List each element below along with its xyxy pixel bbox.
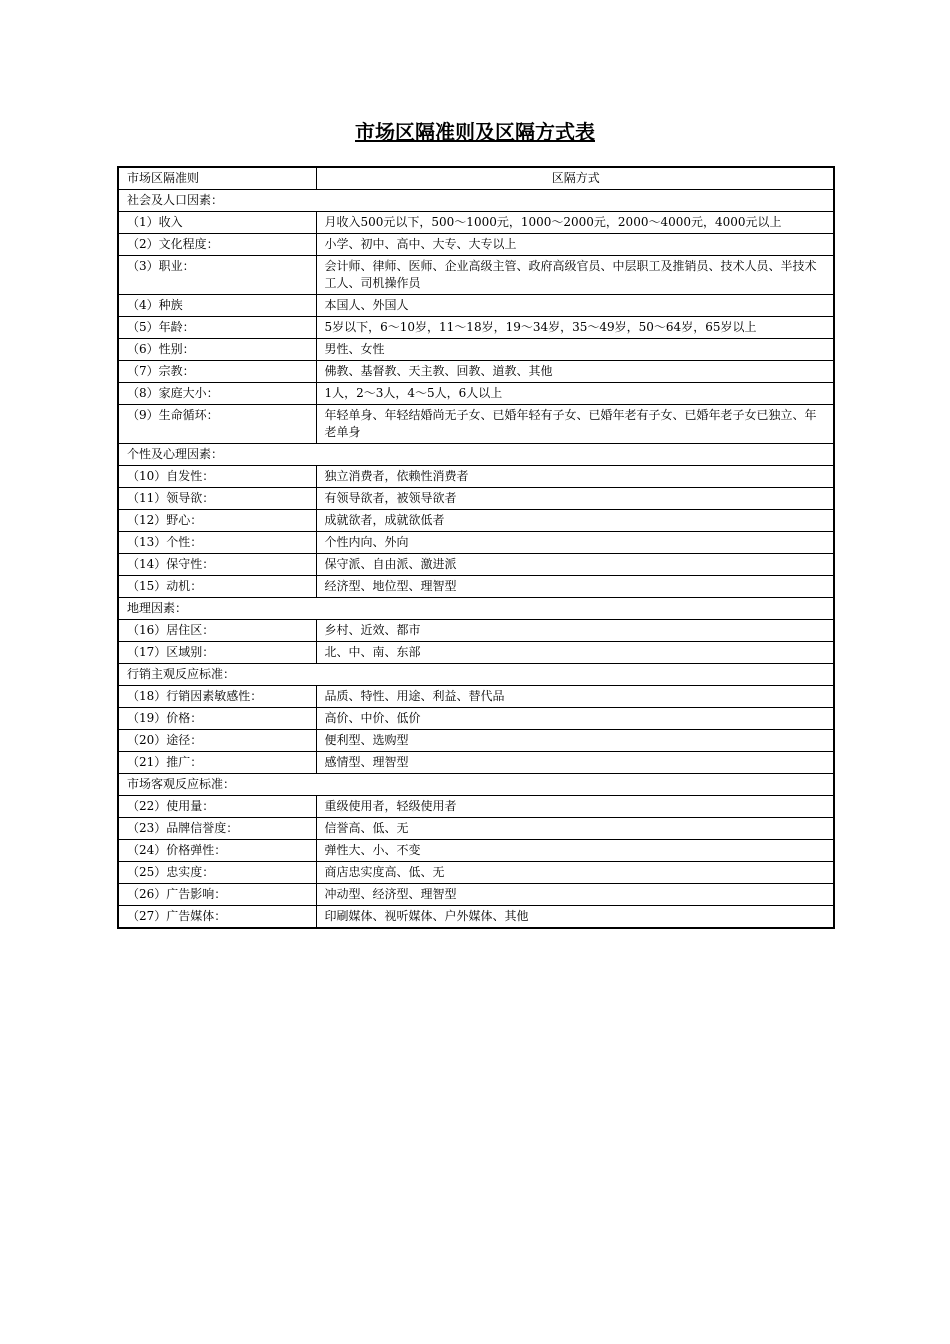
method-cell: 1人，2～3人，4～5人，6人以上 [316, 383, 834, 405]
section-row [118, 774, 834, 796]
method-cell: 弹性大、小、不变 [316, 840, 834, 862]
criteria-cell: （5）年龄： [118, 317, 316, 339]
table-row [118, 840, 834, 862]
table-row [118, 510, 834, 532]
criteria-cell: （11）领导欲： [118, 488, 316, 510]
criteria-cell: （4）种族 [118, 295, 316, 317]
section-row [118, 444, 834, 466]
method-cell: 会计师、律师、医师、企业高级主管、政府高级官员、中层职工及推销员、技术人员、半技术工人、司机操作员 [316, 256, 834, 295]
method-cell: 佛教、基督教、天主教、回教、道教、其他 [316, 361, 834, 383]
method-cell: 便利型、选购型 [316, 730, 834, 752]
criteria-cell: （12）野心： [118, 510, 316, 532]
method-cell: 独立消费者，依赖性消费者 [316, 466, 834, 488]
criteria-cell: （27）广告媒体： [118, 906, 316, 929]
criteria-cell: （19）价格： [118, 708, 316, 730]
section-label: 社会及人口因素： [118, 190, 834, 212]
method-cell: 年轻单身、年轻结婚尚无子女、已婚年轻有子女、已婚年老有子女、已婚年老子女已独立、年老单身 [316, 405, 834, 444]
table-row [118, 212, 834, 234]
criteria-cell: （22）使用量： [118, 796, 316, 818]
method-cell: 经济型、地位型、理智型 [316, 576, 834, 598]
table-row [118, 405, 834, 444]
table-row [118, 686, 834, 708]
section-label: 地理因素： [118, 598, 834, 620]
table-row [118, 620, 834, 642]
table-row [118, 862, 834, 884]
criteria-cell: （9）生命循环： [118, 405, 316, 444]
criteria-cell: （21）推广： [118, 752, 316, 774]
document-title: 市场区隔准则及区隔方式表 [355, 120, 595, 144]
table-row [118, 488, 834, 510]
method-cell: 月收入500元以下，500～1000元，1000～2000元，2000～4000元，4000元以上 [316, 212, 834, 234]
section-row [118, 664, 834, 686]
table-row [118, 361, 834, 383]
criteria-cell: （16）居住区： [118, 620, 316, 642]
method-cell: 重级使用者，轻级使用者 [316, 796, 834, 818]
table-row [118, 339, 834, 361]
table-row [118, 818, 834, 840]
criteria-cell: （24）价格弹性： [118, 840, 316, 862]
method-cell: 信誉高、低、无 [316, 818, 834, 840]
method-cell: 乡村、近效、都市 [316, 620, 834, 642]
table-row [118, 906, 834, 929]
table-row [118, 708, 834, 730]
table-row [118, 317, 834, 339]
method-cell: 感情型、理智型 [316, 752, 834, 774]
criteria-cell: （1）收入 [118, 212, 316, 234]
header-criteria: 市场区隔准则 [118, 167, 316, 190]
method-cell: 小学、初中、高中、大专、大专以上 [316, 234, 834, 256]
table-header-row [118, 167, 834, 190]
method-cell: 成就欲者，成就欲低者 [316, 510, 834, 532]
method-cell: 北、中、南、东部 [316, 642, 834, 664]
method-cell: 有领导欲者，被领导欲者 [316, 488, 834, 510]
table-row [118, 730, 834, 752]
criteria-cell: （13）个性： [118, 532, 316, 554]
criteria-cell: （25）忠实度： [118, 862, 316, 884]
table-row [118, 383, 834, 405]
criteria-cell: （17）区域别： [118, 642, 316, 664]
method-cell: 冲动型、经济型、理智型 [316, 884, 834, 906]
table-row [118, 642, 834, 664]
table-row [118, 256, 834, 295]
table-row [118, 884, 834, 906]
criteria-cell: （6）性别： [118, 339, 316, 361]
segmentation-table [117, 166, 835, 929]
method-cell: 个性内向、外向 [316, 532, 834, 554]
section-label: 市场客观反应标准： [118, 774, 834, 796]
section-label: 行销主观反应标准： [118, 664, 834, 686]
criteria-cell: （20）途径： [118, 730, 316, 752]
criteria-cell: （7）宗教： [118, 361, 316, 383]
table-row [118, 295, 834, 317]
table-row [118, 554, 834, 576]
criteria-cell: （3）职业： [118, 256, 316, 295]
method-cell: 品质、特性、用途、利益、替代品 [316, 686, 834, 708]
table-row [118, 532, 834, 554]
table-row [118, 576, 834, 598]
method-cell: 5岁以下，6～10岁，11～18岁，19～34岁，35～49岁，50～64岁，65岁以上 [316, 317, 834, 339]
criteria-cell: （2）文化程度： [118, 234, 316, 256]
table-row [118, 466, 834, 488]
method-cell: 高价、中价、低价 [316, 708, 834, 730]
table-body [118, 167, 834, 928]
table-row [118, 234, 834, 256]
criteria-cell: （26）广告影响： [118, 884, 316, 906]
section-label: 个性及心理因素： [118, 444, 834, 466]
table-row [118, 752, 834, 774]
method-cell: 印刷媒体、视听媒体、户外媒体、其他 [316, 906, 834, 929]
header-method: 区隔方式 [316, 167, 834, 190]
section-row [118, 598, 834, 620]
method-cell: 保守派、自由派、激进派 [316, 554, 834, 576]
criteria-cell: （14）保守性： [118, 554, 316, 576]
section-row [118, 190, 834, 212]
criteria-cell: （18）行销因素敏感性： [118, 686, 316, 708]
method-cell: 男性、女性 [316, 339, 834, 361]
criteria-cell: （10）自发性： [118, 466, 316, 488]
method-cell: 本国人、外国人 [316, 295, 834, 317]
method-cell: 商店忠实度高、低、无 [316, 862, 834, 884]
table-row [118, 796, 834, 818]
criteria-cell: （23）品牌信誉度： [118, 818, 316, 840]
criteria-cell: （8）家庭大小： [118, 383, 316, 405]
criteria-cell: （15）动机： [118, 576, 316, 598]
